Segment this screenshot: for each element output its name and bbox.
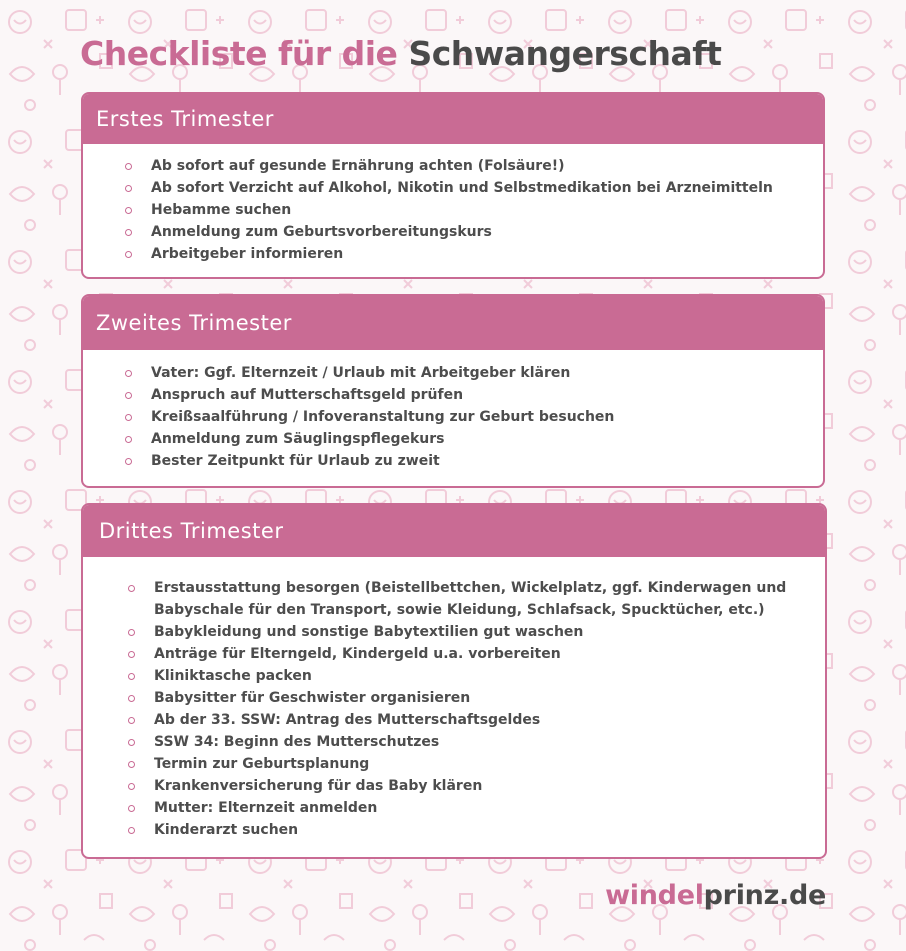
list-item [83, 621, 825, 643]
list-item-text: Ab sofort Verzicht auf Alkohol, Nikotin und Selbstmedikation bei Arzneimitteln [151, 180, 773, 196]
circle-bullet-icon [128, 651, 135, 658]
circle-bullet-icon [125, 251, 132, 258]
section-heading: Drittes Trimester [83, 505, 825, 557]
circle-bullet-icon [125, 207, 132, 214]
list-item [83, 428, 823, 450]
brand-logo [605, 880, 826, 911]
circle-bullet-icon [128, 629, 135, 636]
list-item [83, 643, 825, 665]
circle-bullet-icon [128, 805, 135, 812]
list-item [83, 687, 825, 709]
title-part-accent: Checkliste für die [80, 34, 398, 73]
list-item [83, 665, 825, 687]
circle-bullet-icon [125, 414, 132, 421]
section-heading: Erstes Trimester [83, 94, 823, 144]
list-item [83, 709, 825, 731]
circle-bullet-icon [125, 185, 132, 192]
list-item-text: Krankenversicherung für das Baby klären [154, 778, 483, 794]
circle-bullet-icon [125, 370, 132, 377]
list-item-text: Anmeldung zum Säuglingspflegekurs [151, 431, 445, 447]
circle-bullet-icon [128, 695, 135, 702]
list-item [83, 221, 823, 243]
list-item-text: Erstausstattung besorgen (Beistellbettchen, Wickelplatz, ggf. Kinderwagen und Babyschale für den Transport, sowie Kleidung, Schlafsack, Spucktücher, etc.) [154, 580, 787, 618]
list-item-text: Babykleidung und sonstige Babytextilien gut waschen [154, 624, 584, 640]
brand-part-dark: prinz.de [703, 880, 826, 911]
list-item [83, 775, 825, 797]
list-item-text: Ab sofort auf gesunde Ernährung achten (Folsäure!) [151, 158, 565, 174]
circle-bullet-icon [128, 717, 135, 724]
list-item-text: Mutter: Elternzeit anmelden [154, 800, 378, 816]
list-item [83, 199, 823, 221]
circle-bullet-icon [125, 163, 132, 170]
circle-bullet-icon [128, 585, 135, 592]
checklist [83, 144, 823, 265]
list-item [83, 450, 823, 472]
list-item-text: Kinderarzt suchen [154, 822, 299, 838]
list-item-text: Anträge für Elterngeld, Kindergeld u.a. vorbereiten [154, 646, 561, 662]
list-item [83, 384, 823, 406]
section-first-trimester [81, 92, 825, 279]
circle-bullet-icon [125, 458, 132, 465]
list-item [83, 797, 825, 819]
circle-bullet-icon [128, 783, 135, 790]
list-item [83, 753, 825, 775]
circle-bullet-icon [125, 436, 132, 443]
section-third-trimester [81, 503, 827, 859]
list-item-text: Bester Zeitpunkt für Urlaub zu zweit [151, 453, 440, 469]
circle-bullet-icon [125, 392, 132, 399]
list-item [83, 577, 825, 621]
checklist [83, 350, 823, 472]
circle-bullet-icon [128, 739, 135, 746]
list-item-text: Kliniktasche packen [154, 668, 312, 684]
list-item-text: Anspruch auf Mutterschaftsgeld prüfen [151, 387, 464, 403]
circle-bullet-icon [128, 761, 135, 768]
list-item-text: Ab der 33. SSW: Antrag des Mutterschaftsgeldes [154, 712, 541, 728]
list-item-text: Kreißsaalführung / Infoveranstaltung zur Geburt besuchen [151, 409, 615, 425]
list-item-text: Babysitter für Geschwister organisieren [154, 690, 471, 706]
circle-bullet-icon [128, 673, 135, 680]
circle-bullet-icon [128, 827, 135, 834]
title-part-dark: Schwangerschaft [408, 34, 722, 73]
list-item-text: SSW 34: Beginn des Mutterschutzes [154, 734, 440, 750]
page-title [80, 34, 721, 73]
list-item-text: Anmeldung zum Geburtsvorbereitungskurs [151, 224, 492, 240]
circle-bullet-icon [125, 229, 132, 236]
list-item-text: Arbeitgeber informieren [151, 246, 344, 262]
list-item [83, 177, 823, 199]
list-item [83, 731, 825, 753]
list-item-text: Termin zur Geburtsplanung [154, 756, 370, 772]
list-item-text: Vater: Ggf. Elternzeit / Urlaub mit Arbeitgeber klären [151, 365, 571, 381]
list-item [83, 819, 825, 841]
checklist [83, 557, 825, 841]
list-item [83, 406, 823, 428]
list-item-text: Hebamme suchen [151, 202, 292, 218]
brand-part-accent: windel [605, 880, 704, 911]
list-item [83, 243, 823, 265]
list-item [83, 155, 823, 177]
section-heading: Zweites Trimester [83, 296, 823, 350]
list-item [83, 362, 823, 384]
section-second-trimester [81, 294, 825, 488]
